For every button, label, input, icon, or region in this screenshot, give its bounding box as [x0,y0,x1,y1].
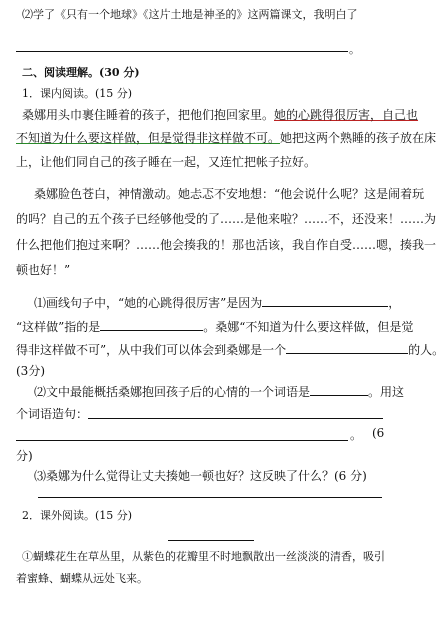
q1-blank-1[interactable] [262,294,388,307]
passage-line-3: 上，让他们同自己的孩子睡在一起，又连忙把帐子拉好。 [16,155,317,169]
q1-text-c-end: 的人。 [408,343,444,357]
q2-sentence-line-2[interactable] [16,440,348,441]
q1-line-1 [34,294,400,311]
q3-text: ⑶桑娜为什么觉得让丈夫揍她一顿也好？这反映了什么？(6 分) [34,469,367,483]
q2-score-end: 分) [16,449,33,463]
q2-sentence-line-1[interactable] [88,418,383,419]
underlined-sentence: 她的心跳得很厉害，自己也 [274,108,419,122]
q2-end-mark: 。 [349,43,360,56]
q2-line-1 [34,383,404,400]
passage-text: 桑娜用头巾裹住睡着的孩子，把他们抱回家里。 [22,108,275,122]
passage-line-2 [16,129,436,146]
underlined-sentence-cont: 不知道为什么要这样做，但是觉得非这样做不可。 [16,131,281,145]
q2-intro-text: ⑵学了《只有一个地球》《这片土地是神圣的》这两篇课文，我明白了 [22,8,358,21]
q1-blank-2[interactable] [100,318,203,331]
q2-text-a-end: 。用这 [368,385,405,399]
q1-text-c: 得非这样做不可”，从中我们可以体会到桑娜是一个 [16,343,287,357]
q1-blank-3[interactable] [286,341,408,354]
part2-title: 2．课外阅读。(15 分) [22,509,133,522]
q1-line-2 [16,318,413,335]
q1-text-b-mid: 。桑娜“不知道为什么要这样做，但是觉 [203,320,414,334]
q2-blank-1[interactable] [310,383,368,396]
q2-end-mark: 。 [350,428,363,442]
passage-line-7: 顿也好！” [16,263,71,277]
passage-text: 她把这两个熟睡的孩子放在床 [280,131,437,145]
passage-line-6: 什么把他们抱过来啊？……他会揍我的！那也活该，我自作自受……嗯，揍我一 [16,238,437,252]
passage-line-4: 桑娜脸色苍白，神情激动。她忐忑不安地想：“他会说什么呢？这是闹着玩 [34,187,425,201]
q2-text-a: ⑵文中最能概括桑娜抱回孩子后的心情的一个词语是 [34,385,311,399]
passage2-line-2: 着蜜蜂、蝴蝶从远处飞来。 [16,572,148,585]
passage-line-1 [22,106,418,123]
passage2-title-blank [168,540,254,541]
q1-text-b: “这样做”指的是 [16,320,101,334]
passage2-line-1: ①蝴蝶花生在草丛里，从紫色的花瓣里不时地飘散出一丝淡淡的清香，吸引 [22,550,385,563]
q2-text-b: 个词语造句： [16,407,89,421]
q2-line-2 [16,405,88,422]
passage-line-5: 的吗？自己的五个孩子已经够他受的了……是他来啦？……不，还没来！……为 [16,212,437,226]
part1-title: 1．课内阅读。(15 分) [22,87,133,100]
q1-line-3 [16,341,444,358]
q1-text-a-end: ， [388,296,401,310]
q1-text-a: ⑴画线句子中，“她的心跳得很厉害”是因为 [34,296,263,310]
q2-score-num: (6 [372,426,385,440]
q3-answer-line[interactable] [38,497,382,498]
section-title: 二、阅读理解。(30 分) [22,66,140,79]
q2-answer-line [16,51,348,52]
q1-score: (3分) [16,364,45,378]
